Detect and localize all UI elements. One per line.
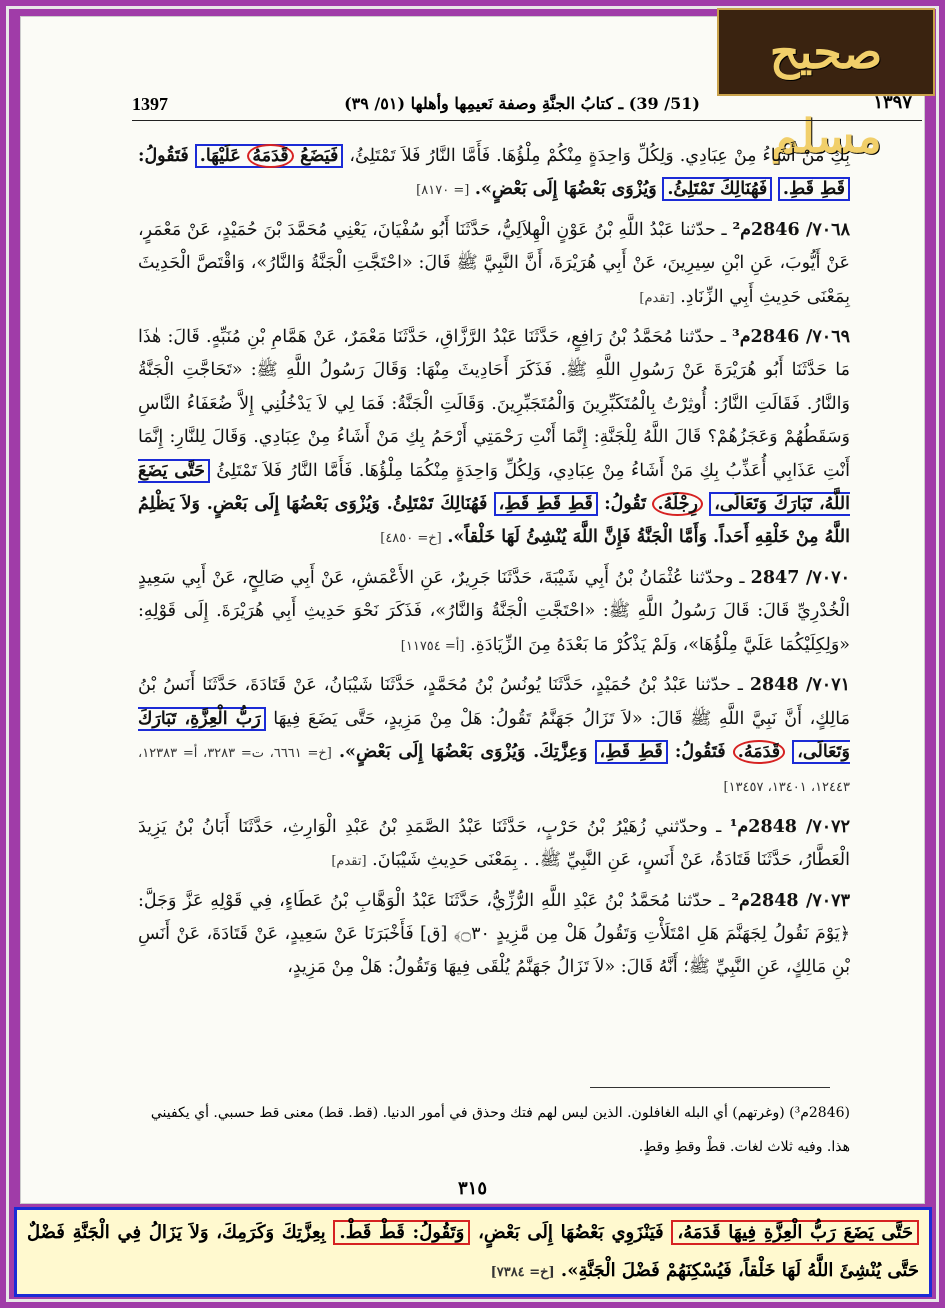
red-highlight-box: حَتَّى يَضَعَ رَبُّ الْعِزَّةِ فِيهَا قَدَمَهُ، <box>671 1220 919 1245</box>
chapter-title: (51/ 39) ـ كتابُ الجنَّةِ وصفة نَعيمِها وأهلها (٥١/ ٣٩) <box>344 94 700 113</box>
highlight-box: قَطِ قَطِ، <box>595 740 668 764</box>
cross-reference: [تقدم] <box>331 854 367 870</box>
highlight-box: قَطِ قَطِ قَطِ، <box>494 492 598 516</box>
continuation-box: حَتَّى يَضَعَ رَبُّ الْعِزَّةِ فِيهَا قَدَمَهُ، فَيَنْزَوِي بَعْضُهَا إِلَى بَعْضٍ، وَتَقُولُ: قَطْ قَطْ. بِعِزَّتِكَ وَكَرَمِكَ، وَلاَ يَزَالُ فِي الْجَنَّةِ فَضْلٌ حَتَّى يُنْشِئَ اللَّهُ لَهَا خَلْقاً، فَيُسْكِنَهُمْ فَضْلَ الْجَنَّةِ». [خ= ٧٣٨٤] <box>14 1207 932 1297</box>
page-footer-number: ٣١٥ <box>457 1178 487 1199</box>
hadith-number: ٧٠٦٩/ 2846م³ <box>732 327 850 348</box>
hadith-7068: ٧٠٦٨/ 2846م² ـ حدّثنا عَبْدُ اللَّهِ بْنُ عَوْنٍ الْهِلاَلِيُّ، حَدَّثَنَا أَبُو سُفْيَانَ، يَعْنِي مُحَمَّدَ بْنَ حُمَيْدٍ، عَنْ مَعْمَرٍ، عَنْ أَيُّوبَ، عَنِ ابْنِ سِيرِينَ، عَنْ أَبِي هُرَيْرَةَ، أَنَّ النَّبِيَّ ﷺ قَالَ: «احْتَجَّتِ الْجَنَّةُ وَالنَّارُ»، وَاقْتَصَّ الْحَدِيثَ بِمَعْنَى حَدِيثِ أَبِي الزِّنَادِ. [تقدم] <box>138 219 850 307</box>
hadith-number: ٧٠٧٠/ 2847 <box>750 567 851 588</box>
highlight-box: فَيَضَعُ قَدَمَهُ عَلَيْهَا. <box>195 144 344 168</box>
cross-reference: [تقدم] <box>639 290 675 306</box>
red-highlight-box: وَتَقُولُ: قَطْ قَطْ. <box>333 1220 470 1245</box>
highlight-box: رَبُّ الْعِزَّةِ، تَبَارَكَ وَتَعَالَى، <box>138 708 850 762</box>
sahih-muslim-logo: صحيح مسلم <box>717 8 935 96</box>
hadith-number: ٧٠٧٣/ 2848م² <box>731 890 850 911</box>
highlight-box: حَتَّى يَضَعَ اللَّهُ، تَبَارَكَ وَتَعَالَى، <box>138 460 850 515</box>
highlight-box: قَطِ قَطِ. <box>778 177 850 201</box>
hadith-7072: ٧٠٧٢/ 2848م¹ ـ وحدّثني زُهَيْرُ بْنُ حَرْبٍ، حَدَّثَنَا عَبْدُ الصَّمَدِ بْنُ عَبْدِ الْوَارِثِ، حَدَّثَنَا أَبَانُ بْنُ يَزِيدَ الْعَطَّارُ، حَدَّثَنَا قَتَادَةُ، عَنْ أَنَسٍ، عَنِ النَّبِيِّ ﷺ. . بِمَعْنَى حَدِيثِ شَيْبَانَ. [تقدم] <box>138 816 850 871</box>
page-number-arabic: ١٣٩٧ <box>873 92 912 113</box>
highlight-circle: رِجْلَهُ. <box>652 492 703 516</box>
hadith-7069: ٧٠٦٩/ 2846م³ ـ حدّثنا مُحَمَّدُ بْنُ رَافِعٍ، حَدَّثَنَا عَبْدُ الرَّزَّاقِ، حَدَّثَنَا مَعْمَرٌ، عَنْ هَمَّامِ بْنِ مُنَبِّهٍ. قَالَ: هٰذَا مَا حَدَّثَنَا أَبُو هُرَيْرَةَ عَنْ رَسُولِ اللَّهِ ﷺ. فَذَكَرَ أَحَادِيثَ مِنْهَا: وَقَالَ رَسُولُ اللَّهِ ﷺ: «تَحَاجَّتِ الْجَنَّةُ وَالنَّارُ. فَقَالَتِ النَّارُ: أُوثِرْتُ بِالْمُتَكَبِّرِينَ وَالْمُتَجَبِّرِينَ. وَقَالَتِ الْجَنَّةُ: فَمَا لِي لاَ يَدْخُلُنِي إِلاَّ ضُعَفَاءُ النَّاسِ وَسَقَطُهُمْ وَعَجَزُهُمْ؟ قَالَ اللَّهُ لِلْجَنَّةِ: إِنَّمَا أَنْتِ رَحْمَتِي أَرْحَمُ بِكِ مَنْ أَشَاءُ مِنْ عِبَادِي. وَقَالَ لِلنَّارِ: إِنَّمَا أَنْتِ عَذَابِي أُعَذِّبُ بِكِ مَنْ أَشَاءُ مِنْ عِبَادِي، وَلِكُلِّ وَاحِدَةٍ مِنْكُمَا مِلْؤُهَا. فَأَمَّا النَّارُ فَلاَ تَمْتَلِئُ حَتَّى يَضَعَ اللَّهُ، تَبَارَكَ وَتَعَالَى، رِجْلَهُ. تَقُولُ: قَطِ قَطِ قَطِ، فَهُنَالِكَ تَمْتَلِئُ. وَيُزْوَى بَعْضُهَا إِلَى بَعْضٍ. وَلاَ يَظْلِمُ اللَّهُ مِنْ خَلْقِهِ أَحَداً. وَأَمَّا الْجَنَّةُ فَإِنَّ اللَّهَ يُنْشِئُ لَهَا خَلْقاً». [خ= ٤٨٥٠] <box>138 327 850 548</box>
cross-reference: [خ= ٦٦٦١، ت= ٣٢٨٣، أ= ١٢٣٨٣، ١٢٤٤٣، ١٣٤٠١، ١٣٤٥٧] <box>138 745 850 796</box>
footnote-divider <box>590 1087 830 1088</box>
highlight-circle: قَدَمَهُ <box>247 144 293 168</box>
footnote: (2846م³) (وغرتهم) أي البله الغافلون. الذين ليس لهم فتك وحذق في أمور الدنيا. (قط. قط) معنى قط حسبي. أي يكفيني هذا. وفيه ثلاث لغات. قطْ وقطِ وقطٍ. <box>150 1105 850 1155</box>
running-header <box>132 92 922 121</box>
cross-reference: [خ= ٧٣٨٤] <box>490 1265 555 1280</box>
highlight-box: فَهُنَالِكَ تَمْتَلِئُ. <box>662 177 772 201</box>
hadith-text <box>138 140 850 991</box>
highlight-circle: قَدَمَهُ. <box>733 740 785 764</box>
cross-reference: [خ= ٤٨٥٠] <box>380 531 442 547</box>
hadith-number: ٧٠٧٢/ 2848م¹ <box>729 816 850 837</box>
page-number-latin: 1397 <box>132 94 168 114</box>
cross-reference: [أ= ١١٧٥٤] <box>400 638 465 654</box>
hadith-7073: ٧٠٧٣/ 2848م² ـ حدّثنا مُحَمَّدُ بْنُ عَبْدِ اللَّهِ الرُّزِّيُّ، حَدَّثَنَا عَبْدُ الْوَهَّابِ بْنُ عَطَاءٍ، فِي قَوْلِهِ عَزَّ وَجَلَّ: ﴿يَوْمَ نَقُولُ لِجَهَنَّمَ هَلِ امْتَلَأْتِ وَتَقُولُ هَلْ مِن مَّزِيدٍ ۝٣٠﴾ [ق] فَأَخْبَرَنَا عَنْ سَعِيدٍ، عَنْ قَتَادَةَ، عَنْ أَنَسِ بْنِ مَالِكٍ، عَنِ النَّبِيِّ ﷺ؛ أَنَّهُ قَالَ: «لاَ تَزَالُ جَهَنَّمُ يُلْقَى فِيهَا وَتَقُولُ: هَلْ مِنْ مَزِيدٍ، <box>138 890 850 978</box>
hadith-7071: ٧٠٧١/ 2848 ـ حدّثنا عَبْدُ بْنُ حُمَيْدٍ، حَدَّثَنَا يُونُسُ بْنُ مُحَمَّدٍ، حَدَّثَنَا شَيْبَانُ، عَنْ قَتَادَةَ، حَدَّثَنَا أَنَسُ بْنُ مَالِكٍ، أَنَّ نَبِيَّ اللَّهِ ﷺ قَالَ: «لاَ تَزَالُ جَهَنَّمُ تَقُولُ: هَلْ مِنْ مَزِيدٍ، حَتَّى يَضَعَ فِيهَا رَبُّ الْعِزَّةِ، تَبَارَكَ وَتَعَالَى، قَدَمَهُ. فَتَقُولُ: قَطِ قَطِ، وَعِزَّتِكَ. وَيُزْوَى بَعْضُهَا إِلَى بَعْضٍ». [خ= ٦٦٦١، ت= ٣٢٨٣، أ= ١٢٣٨٣، ١٢٤٤٣، ١٣٤٠١، ١٣٤٥٧] <box>138 675 851 796</box>
paragraph-continuation: بِكِ مَنْ أَشَاءُ مِنْ عِبَادِي. وَلِكُلِّ وَاحِدَةٍ مِنْكُمْ مِلْؤُهَا. فَأَمَّا النَّارُ فَلاَ تَمْتَلِئُ، فَيَضَعُ قَدَمَهُ عَلَيْهَا. فَتَقُولُ: قَطِ قَطِ. فَهُنَالِكَ تَمْتَلِئُ. وَيُزْوَى بَعْضُهَا إِلَى بَعْضٍ». [= ٨١٧٠] <box>138 146 850 200</box>
hadith-7070: ٧٠٧٠/ 2847 ـ وحدّثنا عُثْمَانُ بْنُ أَبِي شَيْبَةَ، حَدَّثَنَا جَرِيرٌ، عَنِ الأَعْمَشِ، عَنْ أَبِي صَالِحٍ، عَنْ أَبِي سَعِيدٍ الْخُدْرِيِّ قَالَ: قَالَ رَسُولُ اللَّهِ ﷺ: «احْتَجَّتِ الْجَنَّةُ وَالنَّارُ»، فَذَكَرَ نَحْوَ حَدِيثِ أَبِي هُرَيْرَةَ. إِلَى قَوْلِهِ: «وَلِكِلَيْكُمَا عَلَيَّ مِلْؤُهَا»، وَلَمْ يَذْكُرْ مَا بَعْدَهُ مِنَ الزِّيَادَةِ. [أ= ١١٧٥٤] <box>138 567 851 655</box>
cross-reference: [= ٨١٧٠] <box>416 183 470 199</box>
hadith-number: ٧٠٧١/ 2848 <box>749 675 851 696</box>
hadith-number: ٧٠٦٨/ 2846م² <box>732 219 850 240</box>
